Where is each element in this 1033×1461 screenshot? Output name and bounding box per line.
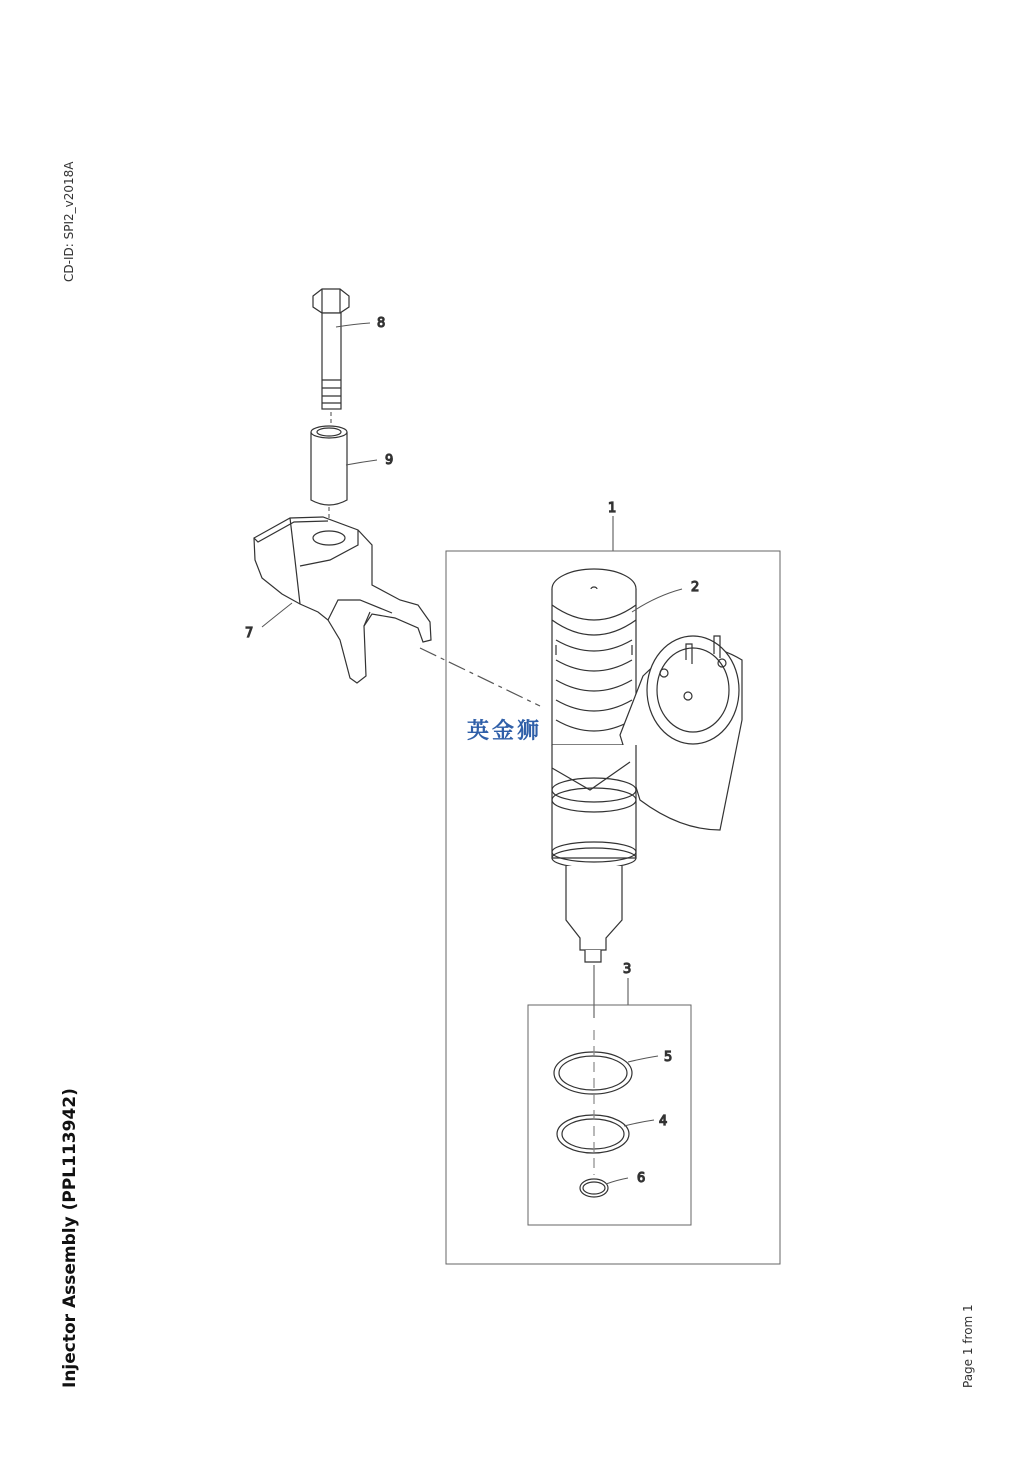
clamp-part xyxy=(254,517,431,683)
callout-9: 9 xyxy=(385,453,394,468)
callout-7: 7 xyxy=(245,626,254,641)
callout-5: 5 xyxy=(664,1050,673,1065)
o-ring-4-part xyxy=(557,1115,629,1153)
watermark-logo: 英金狮 xyxy=(467,719,543,744)
o-ring-5-part xyxy=(554,1052,632,1094)
page-title: Injector Assembly (PPL113942) xyxy=(60,1088,80,1388)
callout-1: 1 xyxy=(608,501,617,516)
page-number: Page 1 from 1 xyxy=(961,1304,975,1388)
spacer-sleeve-part xyxy=(311,426,347,505)
callout-4: 4 xyxy=(659,1114,668,1129)
callout-2: 2 xyxy=(691,580,700,595)
cd-id-label: CD-ID: SPI2_v2018A xyxy=(62,161,76,282)
seal-ring-6-part xyxy=(580,1179,608,1197)
injector-body-part xyxy=(552,569,742,962)
bolt-part xyxy=(313,289,349,409)
callout-6: 6 xyxy=(637,1171,646,1186)
callout-8: 8 xyxy=(377,316,386,331)
callout-3: 3 xyxy=(623,962,632,977)
